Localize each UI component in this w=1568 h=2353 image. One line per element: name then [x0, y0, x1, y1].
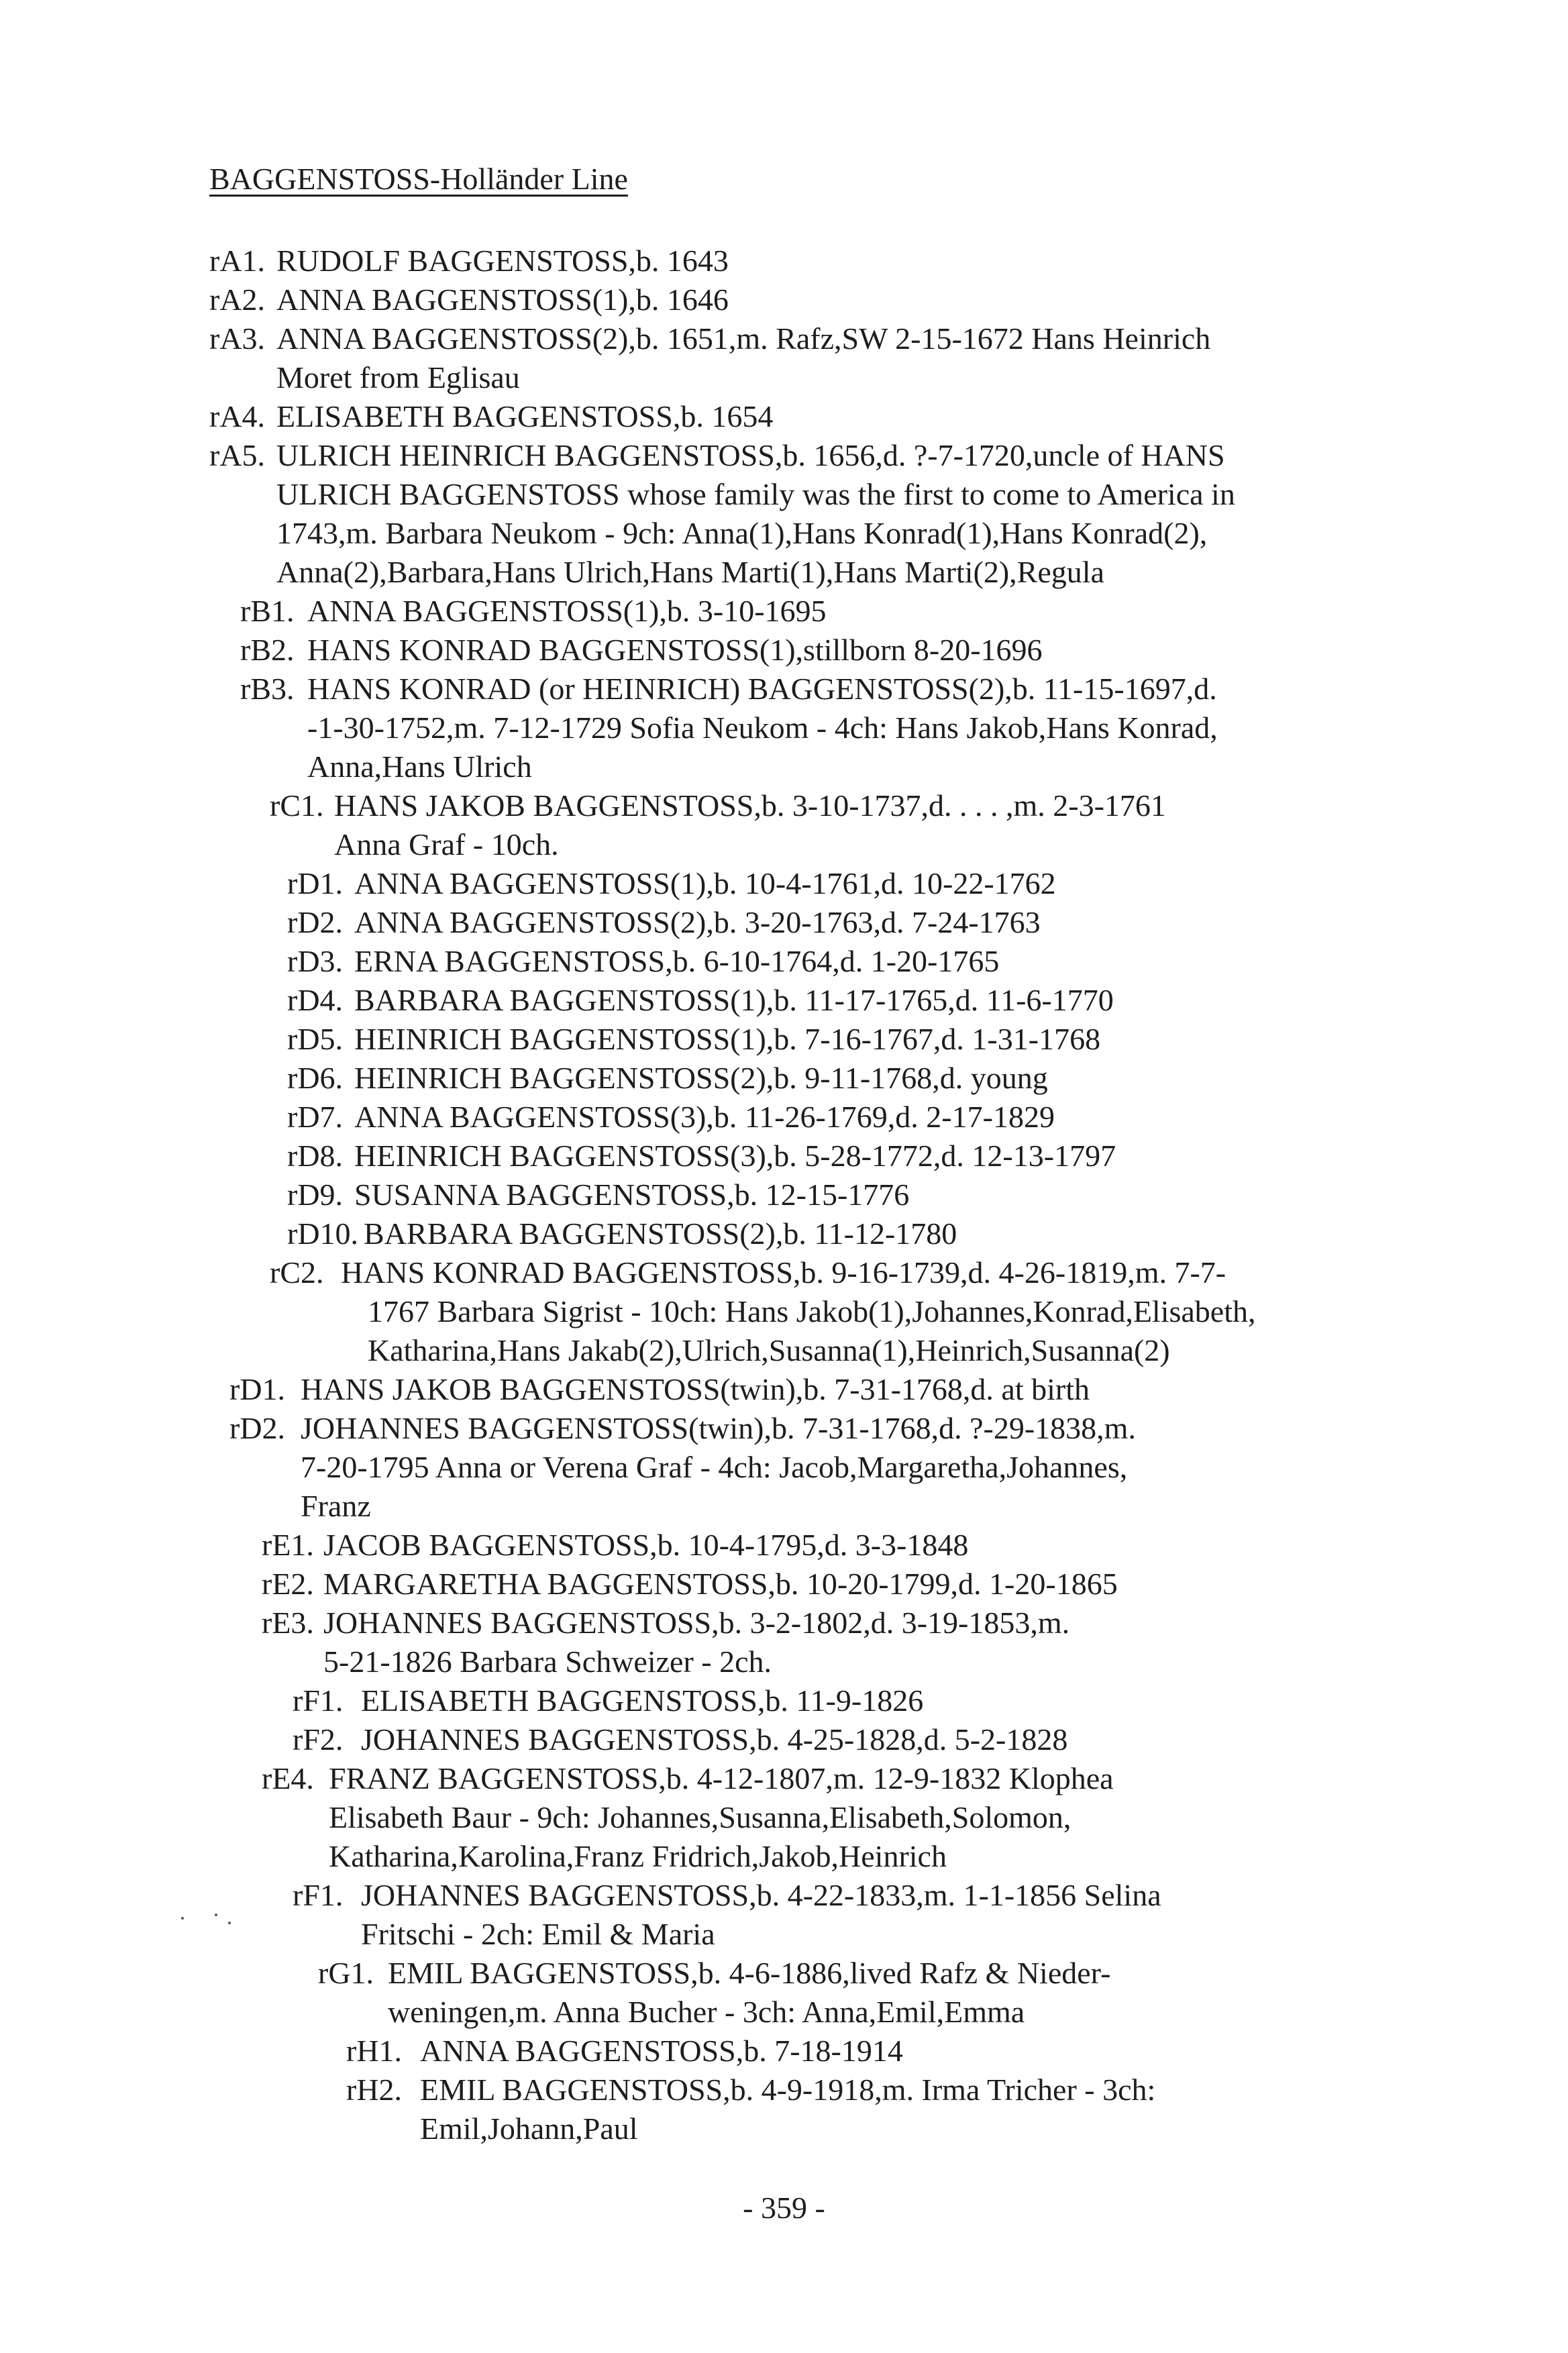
entry-code: rD6. [287, 1061, 344, 1095]
entry-code: rB3. [240, 672, 295, 706]
entry-text: FRANZ BAGGENSTOSS,b. 4-12-1807,m. 12-9-1832 Klophea [329, 1761, 1114, 1795]
entry-text: EMIL BAGGENSTOSS,b. 4-6-1886,lived Rafz & Nieder- [388, 1956, 1111, 1990]
entry-continuation: Anna,Hans Ulrich [307, 749, 532, 784]
entry-text: ANNA BAGGENSTOSS,b. 7-18-1914 [420, 2034, 903, 2068]
entry-code: rC2. [270, 1255, 324, 1290]
entry-continuation: Franz [301, 1489, 371, 1523]
section-heading: BAGGENSTOSS-Holländer Line [209, 162, 628, 196]
entry-code: rD10. [287, 1216, 359, 1251]
entry-code: rD3. [287, 944, 344, 978]
entry-text: JOHANNES BAGGENSTOSS,b. 3-2-1802,d. 3-19-1853,m. [323, 1606, 1070, 1640]
entry-code: rA5. [209, 438, 266, 472]
entry-code: rF1. [293, 1683, 344, 1718]
entry-continuation: Anna(2),Barbara,Hans Ulrich,Hans Marti(1),Hans Marti(2),Regula [276, 555, 1104, 589]
page-number: - 359 - [743, 2191, 825, 2225]
entry-text: ANNA BAGGENSTOSS(2),b. 1651,m. Rafz,SW 2-15-1672 Hans Heinrich [276, 321, 1211, 356]
entry-text: ANNA BAGGENSTOSS(1),b. 1646 [276, 282, 729, 317]
entry-text: ANNA BAGGENSTOSS(3),b. 11-26-1769,d. 2-17-1829 [354, 1100, 1055, 1134]
entry-text: HEINRICH BAGGENSTOSS(2),b. 9-11-1768,d. young [354, 1061, 1048, 1095]
entry-code: rE1. [262, 1528, 314, 1562]
entry-continuation: Fritschi - 2ch: Emil & Maria [361, 1917, 715, 1951]
entry-text: HEINRICH BAGGENSTOSS(1),b. 7-16-1767,d. 1-31-1768 [354, 1022, 1101, 1056]
entry-text: RUDOLF BAGGENSTOSS,b. 1643 [276, 244, 729, 278]
entry-continuation: ULRICH BAGGENSTOSS whose family was the first to come to America in [276, 477, 1235, 511]
entry-text: BARBARA BAGGENSTOSS(1),b. 11-17-1765,d. 11-6-1770 [354, 983, 1114, 1017]
entry-code: rD1. [287, 866, 344, 900]
scan-speck [215, 1914, 217, 1916]
entry-continuation: 5-21-1826 Barbara Schweizer - 2ch. [323, 1644, 772, 1679]
entry-code: rE2. [262, 1567, 314, 1601]
entry-text: HANS JAKOB BAGGENSTOSS,b. 3-10-1737,d. . . . ,m. 2-3-1761 [334, 788, 1166, 823]
entry-text: MARGARETHA BAGGENSTOSS,b. 10-20-1799,d. 1-20-1865 [323, 1567, 1118, 1601]
entry-continuation: Emil,Johann,Paul [420, 2111, 638, 2146]
entry-code: rC1. [270, 788, 324, 823]
entry-text: JACOB BAGGENSTOSS,b. 10-4-1795,d. 3-3-1848 [323, 1528, 969, 1562]
entry-code: rD4. [287, 983, 344, 1017]
entry-continuation: -1-30-1752,m. 7-12-1729 Sofia Neukom - 4ch: Hans Jakob,Hans Konrad, [307, 711, 1218, 745]
entry-code: rA4. [209, 399, 266, 433]
entry-code: rD5. [287, 1022, 344, 1056]
entry-text: JOHANNES BAGGENSTOSS(twin),b. 7-31-1768,d. ?-29-1838,m. [301, 1411, 1136, 1445]
entry-text: ULRICH HEINRICH BAGGENSTOSS,b. 1656,d. ?-7-1720,uncle of HANS [276, 438, 1225, 472]
entry-code: rE3. [262, 1606, 314, 1640]
entry-code: rH1. [346, 2034, 403, 2068]
entry-text: BARBARA BAGGENSTOSS(2),b. 11-12-1780 [364, 1216, 957, 1251]
entry-code: rD1. [229, 1372, 286, 1406]
entry-text: JOHANNES BAGGENSTOSS,b. 4-22-1833,m. 1-1-1856 Selina [361, 1878, 1161, 1912]
entry-text: SUSANNA BAGGENSTOSS,b. 12-15-1776 [354, 1178, 910, 1212]
entry-code: rA2. [209, 282, 266, 317]
entry-code: rD2. [287, 905, 344, 939]
entry-code: rH2. [346, 2073, 403, 2107]
entry-continuation: Katharina,Hans Jakab(2),Ulrich,Susanna(1),Heinrich,Susanna(2) [368, 1333, 1170, 1367]
entry-code: rF1. [293, 1878, 344, 1912]
entry-text: HANS KONRAD (or HEINRICH) BAGGENSTOSS(2),b. 11-15-1697,d. [307, 672, 1217, 706]
entry-code: rD7. [287, 1100, 344, 1134]
entry-code: rE4. [262, 1761, 314, 1795]
entry-continuation: weningen,m. Anna Bucher - 3ch: Anna,Emil,Emma [388, 1995, 1025, 2029]
entry-continuation: Anna Graf - 10ch. [334, 827, 559, 861]
entry-code: rD9. [287, 1178, 344, 1212]
entry-text: ANNA BAGGENSTOSS(1),b. 3-10-1695 [307, 594, 827, 628]
entry-text: HANS KONRAD BAGGENSTOSS(1),stillborn 8-20-1696 [307, 633, 1043, 667]
entry-continuation: 1743,m. Barbara Neukom - 9ch: Anna(1),Hans Konrad(1),Hans Konrad(2), [276, 516, 1208, 550]
entry-continuation: 7-20-1795 Anna or Verena Graf - 4ch: Jacob,Margaretha,Johannes, [301, 1450, 1128, 1484]
entry-text: JOHANNES BAGGENSTOSS,b. 4-25-1828,d. 5-2-1828 [361, 1722, 1068, 1757]
entry-code: rB1. [240, 594, 295, 628]
entry-code: rD2. [229, 1411, 286, 1445]
entry-continuation: 1767 Barbara Sigrist - 10ch: Hans Jakob(1),Johannes,Konrad,Elisabeth, [368, 1294, 1256, 1328]
entry-code: rG1. [318, 1956, 374, 1990]
entry-code: rA1. [209, 244, 266, 278]
entry-code: rB2. [240, 633, 295, 667]
entry-code: rA3. [209, 321, 266, 356]
entry-code: rF2. [293, 1722, 344, 1757]
entry-text: HEINRICH BAGGENSTOSS(3),b. 5-28-1772,d. 12-13-1797 [354, 1139, 1116, 1173]
entry-continuation: Moret from Eglisau [276, 360, 520, 395]
entry-text: ELISABETH BAGGENSTOSS,b. 11-9-1826 [361, 1683, 924, 1718]
entry-text: ANNA BAGGENSTOSS(1),b. 10-4-1761,d. 10-22-1762 [354, 866, 1056, 900]
entry-continuation: Elisabeth Baur - 9ch: Johannes,Susanna,Elisabeth,Solomon, [329, 1800, 1072, 1834]
scan-speck [181, 1917, 184, 1920]
entry-text: ERNA BAGGENSTOSS,b. 6-10-1764,d. 1-20-1765 [354, 944, 1000, 978]
scan-speck [228, 1922, 231, 1924]
entry-text: ELISABETH BAGGENSTOSS,b. 1654 [276, 399, 774, 433]
entry-text: HANS JAKOB BAGGENSTOSS(twin),b. 7-31-1768,d. at birth [301, 1372, 1090, 1406]
entry-text: HANS KONRAD BAGGENSTOSS,b. 9-16-1739,d. 4-26-1819,m. 7-7- [341, 1255, 1226, 1290]
entry-continuation: Katharina,Karolina,Franz Fridrich,Jakob,Heinrich [329, 1839, 947, 1873]
entry-code: rD8. [287, 1139, 344, 1173]
entry-text: ANNA BAGGENSTOSS(2),b. 3-20-1763,d. 7-24-1763 [354, 905, 1041, 939]
entry-text: EMIL BAGGENSTOSS,b. 4-9-1918,m. Irma Tricher - 3ch: [420, 2073, 1156, 2107]
